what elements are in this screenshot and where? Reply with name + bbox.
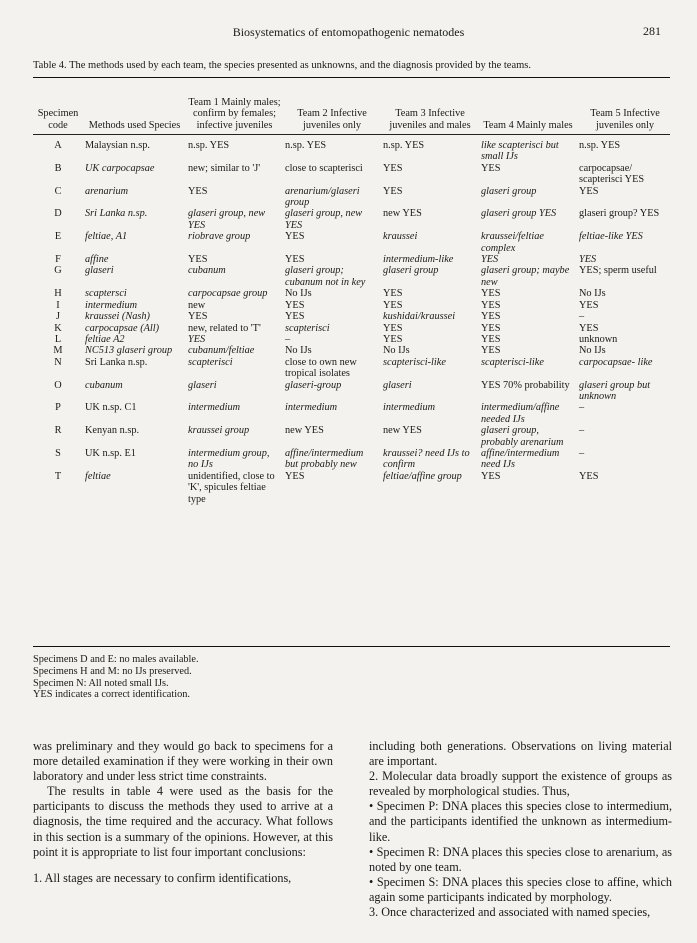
header-team-1: Team 1 Mainly males; confirm by females; infective juveniles — [188, 96, 281, 131]
team-2-cell: YES — [285, 231, 305, 243]
team-5-cell: No IJs — [579, 345, 606, 357]
table-top-rule — [33, 77, 670, 78]
team-3-cell: new YES — [383, 208, 422, 220]
team-1-cell: glaseri — [188, 379, 217, 391]
team-5-cell: n.sp. YES — [579, 140, 621, 151]
specimen-code-cell: C — [54, 185, 62, 197]
team-3-cell: feltiae/affine group — [383, 470, 462, 482]
body-paragraph: was preliminary and they would go back to specimens for a more detailed examination if they were working in their own laboratory and under less strict time constraints. — [33, 739, 333, 784]
team-1-cell: n.sp. YES — [188, 140, 230, 151]
table-row — [33, 208, 673, 231]
team-3-cell: YES — [383, 162, 403, 174]
team-3-cell: glaseri group — [383, 265, 439, 277]
specimen-code-cell: K — [54, 322, 62, 334]
team-5-cell: glaseri group but unknown — [579, 379, 651, 402]
team-1-cell: riobrave group — [188, 231, 251, 243]
team-4-cell: YES — [481, 333, 501, 345]
team-5-cell: – — [579, 402, 585, 414]
table-row — [33, 134, 673, 163]
specimen-code-cell: O — [54, 379, 62, 391]
species-cell: carpocapsae (All) — [85, 322, 160, 334]
table-row — [33, 425, 673, 448]
team-2-cell: YES — [285, 470, 305, 482]
team-3-cell: intermedium-like — [383, 254, 454, 266]
table-row — [33, 186, 673, 209]
body-paragraph: • Specimen P: DNA places this species close to intermedium, and the participants identified the unknown as intermedium-like. — [369, 799, 672, 844]
team-3-cell: new YES — [383, 425, 422, 437]
team-1-cell: scapterisci — [188, 356, 233, 368]
species-cell: kraussei (Nash) — [85, 311, 150, 323]
team-4-cell: glaseri group — [481, 185, 537, 197]
team-2-cell: glaseri group; cubanum not in key — [285, 265, 366, 288]
specimen-code-cell: N — [54, 356, 62, 368]
team-3-cell: kraussei — [383, 231, 418, 243]
team-2-cell: scapterisci — [285, 322, 330, 334]
team-5-cell: YES — [579, 322, 599, 334]
team-1-cell: intermedium — [188, 402, 241, 414]
team-2-cell: arenarium/glaseri group — [285, 185, 360, 209]
table-row — [33, 288, 673, 299]
team-2-cell: glaseri-group — [285, 379, 342, 391]
team-3-cell: glaseri — [383, 379, 412, 391]
team-2-cell: YES — [285, 254, 305, 266]
species-cell: glaseri — [85, 265, 114, 277]
team-1-cell: carpocapsae group — [188, 288, 268, 300]
team-3-cell: YES — [383, 299, 403, 311]
header-team-2: Team 2 Infective juveniles only — [297, 108, 367, 131]
table-caption: Table 4. The methods used by each team, the species presented as unknowns, and the diagnosis provided by the teams. — [33, 60, 531, 71]
species-cell: NC513 glaseri group — [85, 345, 173, 357]
table-row — [33, 300, 673, 311]
team-2-cell: glaseri group, new YES — [285, 208, 363, 231]
team-1-cell: YES — [188, 185, 208, 197]
table-row — [33, 231, 673, 254]
team-5-cell: YES — [579, 470, 599, 482]
team-2-cell: close to scapterisci — [285, 162, 363, 174]
body-paragraph: 3. Once characterized and associated with named species, — [369, 905, 651, 920]
team-1-cell: cubanum/feltiae — [188, 345, 255, 357]
species-cell: UK n.sp. C1 — [85, 402, 137, 414]
specimen-code-cell: B — [54, 162, 62, 174]
species-cell: Sri Lanka n.sp. — [85, 208, 148, 220]
species-cell: Malaysian n.sp. — [85, 140, 150, 151]
species-cell: feltiae, A1 — [85, 231, 128, 243]
specimen-code-cell: G — [54, 265, 62, 277]
team-4-cell: affine/intermedium need IJs — [481, 447, 560, 471]
team-4-cell: glaseri group; maybe new — [481, 265, 570, 288]
team-1-cell: new, related to 'T' — [188, 322, 261, 334]
team-5-cell: YES; sperm useful — [579, 265, 657, 277]
specimen-code-cell: S — [55, 447, 61, 459]
table-body — [33, 134, 673, 505]
header-methods-species: Methods used Species — [88, 119, 181, 131]
team-2-cell: close to own new tropical isolates — [285, 356, 357, 380]
team-4-cell: YES — [481, 254, 499, 266]
species-cell: cubanum — [85, 379, 123, 391]
table-row — [33, 448, 673, 471]
specimen-code-cell: P — [55, 402, 61, 414]
species-cell: affine — [85, 254, 109, 266]
team-3-cell: YES — [383, 322, 403, 334]
team-4-cell: glaseri group, probably arenarium — [481, 425, 564, 448]
specimen-code-cell: R — [54, 425, 62, 437]
table-row — [33, 357, 673, 380]
team-3-cell: kraussei? need IJs to confirm — [383, 447, 470, 471]
team-4-cell: YES — [481, 470, 501, 482]
body-column-right — [369, 739, 672, 920]
table-row — [33, 163, 673, 186]
team-2-cell: intermedium — [285, 402, 338, 414]
team-4-cell: YES — [481, 288, 501, 300]
body-paragraph: • Specimen R: DNA places this species close to arenarium, as noted by one team. — [369, 844, 672, 874]
team-1-cell: new — [188, 299, 206, 311]
team-5-cell: feltiae-like YES — [579, 231, 643, 243]
table-note: Specimens H and M: no IJs preserved. — [33, 665, 192, 677]
team-4-cell: YES — [481, 322, 501, 334]
specimen-code-cell: E — [54, 231, 62, 243]
team-5-cell: – — [579, 311, 585, 323]
team-1-cell: intermedium group, no IJs — [188, 447, 270, 471]
header-specimen-code: Specimen code — [37, 108, 79, 131]
team-2-cell: YES — [285, 311, 305, 323]
team-3-cell: No IJs — [383, 345, 410, 357]
team-5-cell: – — [579, 447, 585, 459]
team-4-cell: like scapterisci but small IJs — [481, 140, 559, 163]
team-3-cell: YES — [383, 288, 403, 300]
team-5-cell: unknown — [579, 333, 618, 345]
body-paragraph: The results in table 4 were used as the basis for the participants to discuss the methods they used to arrive at a diagnosis, the time required and the accuracy. What follows in this section is a summary of the opinions. However, at this point it is appropriate to list four important conclusions: — [33, 784, 333, 859]
species-cell: arenarium — [85, 185, 129, 197]
species-cell: intermedium — [85, 299, 138, 311]
page-number: 281 — [643, 24, 661, 38]
table-row — [33, 345, 673, 356]
specimen-code-cell: F — [55, 254, 61, 266]
team-4-cell: kraussei/feltiae complex — [481, 231, 544, 254]
table-row — [33, 402, 673, 425]
table-header-row — [33, 80, 673, 134]
table-row — [33, 254, 673, 265]
species-cell: Sri Lanka n.sp. — [85, 356, 148, 368]
table-note: YES indicates a correct identification. — [33, 689, 190, 701]
species-cell: scaptersci — [85, 288, 127, 300]
table-note: Specimen N: All noted small IJs. — [33, 677, 169, 689]
team-4-cell: glaseri group YES — [481, 208, 557, 220]
results-table — [33, 80, 673, 505]
header-team-5: Team 5 Infective juveniles only — [590, 108, 660, 131]
team-5-cell: – — [579, 425, 585, 437]
team-5-cell: YES — [579, 254, 597, 266]
specimen-code-cell: J — [55, 311, 60, 323]
team-5-cell: carpocapsae/ scapterisci YES — [579, 162, 645, 186]
species-cell: UK carpocapsae — [85, 162, 155, 174]
running-head: Biosystematics of entomopathogenic nematodes — [232, 25, 465, 39]
team-5-cell: carpocapsae- like — [579, 356, 653, 368]
team-1-cell: unidentified, close to 'K', spicules feltiae type — [188, 470, 275, 505]
team-1-cell: YES — [188, 254, 208, 266]
team-1-cell: glaseri group, new YES — [188, 208, 266, 231]
team-2-cell: – — [285, 333, 291, 345]
team-2-cell: YES — [285, 299, 305, 311]
table-row — [33, 471, 673, 505]
team-3-cell: YES — [383, 185, 403, 197]
team-2-cell: n.sp. YES — [285, 140, 327, 151]
table-row — [33, 323, 673, 334]
body-paragraph: • Specimen S: DNA places this species close to affine, which again some participants indicated by morphology. — [369, 874, 672, 904]
table-note: Specimens D and E: no males available. — [33, 654, 199, 665]
header-team-3: Team 3 Infective juveniles and males — [389, 108, 471, 131]
team-4-cell: YES — [481, 299, 501, 311]
specimen-code-cell: M — [53, 345, 63, 357]
team-1-cell: YES — [188, 333, 206, 345]
team-1-cell: cubanum — [188, 265, 226, 277]
body-column-left — [33, 739, 333, 886]
team-4-cell: YES 70% probability — [481, 379, 570, 391]
team-3-cell: intermedium — [383, 402, 436, 414]
team-2-cell: No IJs — [285, 288, 312, 300]
header-team-4: Team 4 Mainly males — [483, 119, 573, 131]
table-row — [33, 265, 673, 288]
species-cell: UK n.sp. E1 — [85, 447, 136, 459]
species-cell: feltiae — [85, 470, 111, 482]
team-4-cell: scapterisci-like — [481, 356, 544, 368]
team-1-cell: new; similar to 'J' — [188, 162, 261, 174]
team-4-cell: intermedium/affine needed IJs — [481, 402, 560, 425]
table-row — [33, 311, 673, 322]
team-1-cell: YES — [188, 311, 208, 323]
species-cell: feltiae A2 — [85, 333, 125, 345]
specimen-code-cell: D — [54, 208, 62, 220]
specimen-code-cell: A — [54, 140, 62, 151]
team-4-cell: YES — [481, 162, 501, 174]
table-bottom-rule — [33, 646, 670, 647]
team-5-cell: No IJs — [579, 288, 606, 300]
specimen-code-cell: I — [56, 299, 60, 311]
body-paragraph: including both generations. Observations on living material are important. — [369, 739, 672, 769]
team-2-cell: new YES — [285, 425, 324, 437]
team-3-cell: YES — [383, 333, 403, 345]
table-row — [33, 334, 673, 345]
team-4-cell: YES — [481, 311, 501, 323]
body-paragraph: 1. All stages are necessary to confirm identifications, — [33, 870, 292, 885]
team-2-cell: affine/intermedium but probably new — [285, 447, 364, 471]
team-5-cell: glaseri group? YES — [579, 208, 660, 220]
team-4-cell: YES — [481, 345, 501, 357]
team-3-cell: scapterisci-like — [383, 356, 446, 368]
species-cell: Kenyan n.sp. — [85, 425, 140, 437]
team-5-cell: YES — [579, 299, 599, 311]
specimen-code-cell: T — [54, 470, 62, 482]
table-notes — [33, 654, 199, 701]
table-row — [33, 380, 673, 403]
specimen-code-cell: H — [54, 288, 62, 300]
specimen-code-cell: L — [54, 333, 62, 345]
team-5-cell: YES — [579, 185, 599, 197]
team-1-cell: kraussei group — [188, 425, 250, 437]
body-paragraph: 2. Molecular data broadly support the existence of groups as revealed by morphological studies. Thus, — [369, 769, 672, 799]
team-2-cell: No IJs — [285, 345, 312, 357]
team-3-cell: kushidai/kraussei — [383, 311, 456, 323]
team-3-cell: n.sp. YES — [383, 140, 425, 151]
